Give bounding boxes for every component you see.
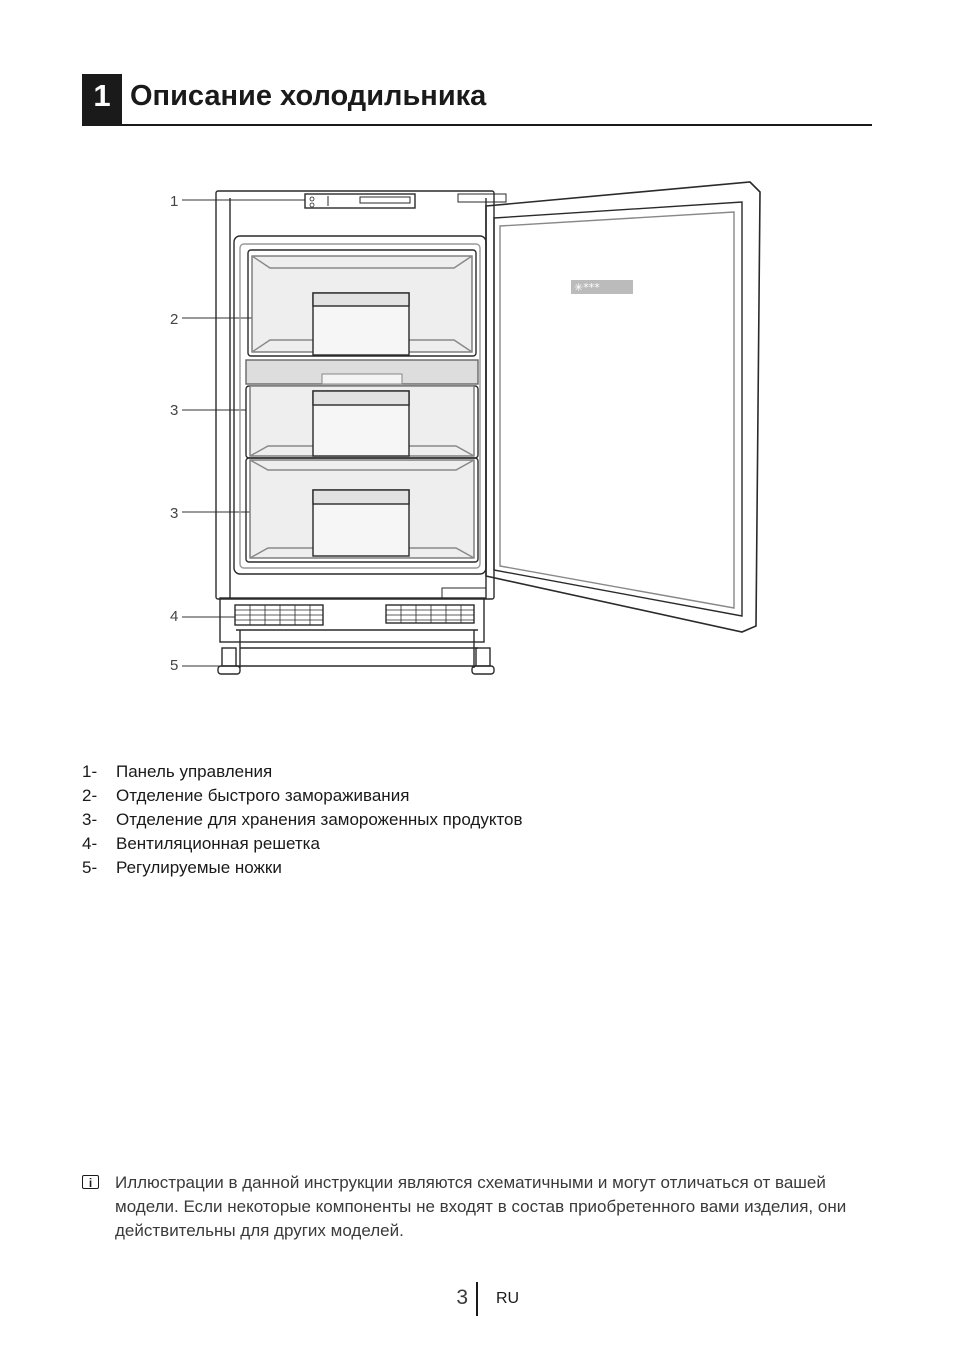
legend-item: 2- Отделение быстрого замораживания	[82, 786, 410, 805]
open-door	[442, 182, 760, 632]
callout-3a: 3	[170, 402, 179, 419]
legend-item: 5- Регулируемые ножки	[82, 858, 282, 877]
page-title: Описание холодильника	[130, 80, 487, 112]
callout-4: 4	[170, 608, 179, 625]
footer-divider	[476, 1282, 478, 1316]
info-icon: i	[82, 1175, 99, 1189]
freezer-star-badge	[571, 280, 633, 294]
callout-2: 2	[170, 311, 179, 328]
freezer-diagram	[160, 178, 780, 698]
ventilation-grille	[220, 598, 484, 668]
chapter-header	[82, 74, 872, 126]
note-text: Иллюстрации в данной инструкции являются схематичными и могут отличаться от вашей модели. Если некоторые компоненты не входят в состав приобретенного вами изделия, они действительны для других моделей.	[115, 1173, 847, 1240]
page-number: 3	[456, 1286, 468, 1309]
language-code: RU	[496, 1290, 520, 1307]
legend-item: 1- Панель управления	[82, 762, 273, 781]
callout-3b: 3	[170, 505, 179, 522]
page-footer	[0, 1282, 954, 1316]
callouts	[170, 193, 178, 674]
callout-5: 5	[170, 657, 179, 674]
drawer-storage-1	[246, 386, 478, 458]
drawer-storage-2	[246, 458, 478, 562]
chapter-number: 1	[82, 74, 122, 124]
info-note	[82, 1171, 882, 1243]
legend-item: 3- Отделение для хранения замороженных продуктов	[82, 810, 523, 829]
callout-1: 1	[170, 193, 179, 210]
adjustable-feet	[218, 648, 494, 674]
parts-legend	[82, 760, 523, 880]
star-rating-label: ✳***	[574, 281, 600, 294]
legend-item: 4- Вентиляционная решетка	[82, 834, 320, 853]
drawer-fast-freeze	[248, 250, 476, 356]
